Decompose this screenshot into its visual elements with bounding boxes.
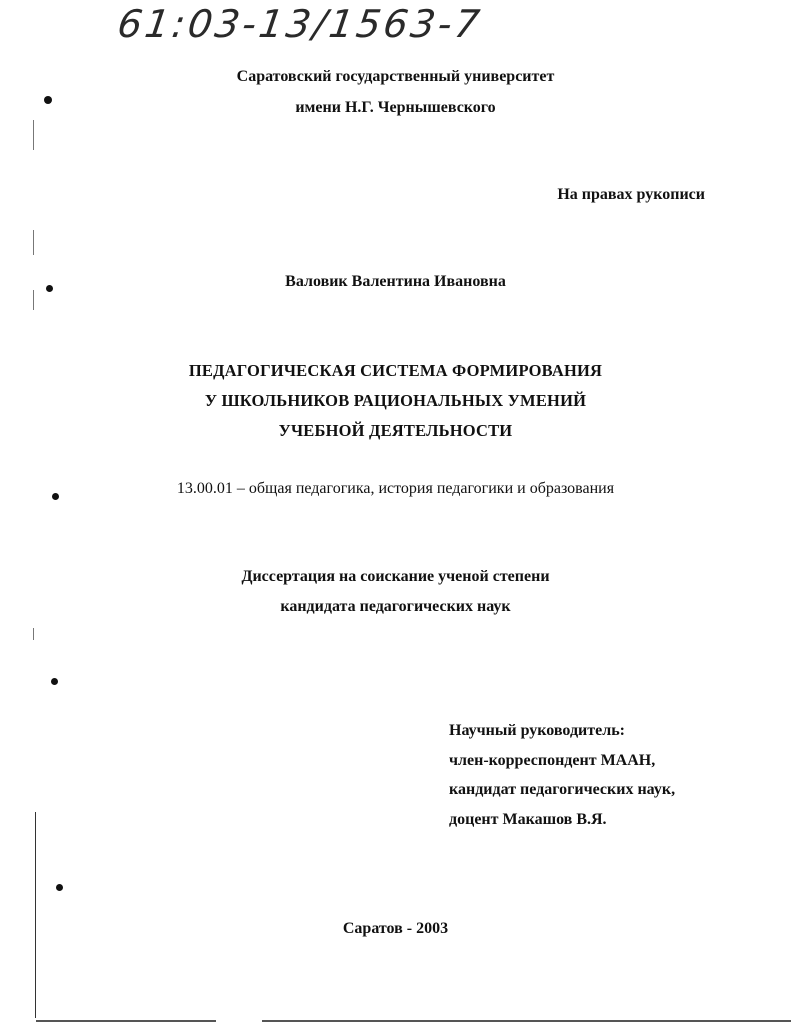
city-year: Саратов - 2003 — [342, 920, 449, 937]
dissertation-degree-line-2: кандидата педагогических наук — [280, 598, 511, 615]
author-name: Валовик Валентина Ивановна — [285, 273, 506, 290]
supervisor-title-2: кандидат педагогических наук, — [449, 781, 676, 798]
binder-hole-mark — [51, 678, 58, 685]
binder-hole-mark — [56, 884, 63, 891]
supervisor-block — [449, 716, 675, 834]
title-line-1: ПЕДАГОГИЧЕСКАЯ СИСТЕМА ФОРМИРОВАНИЯ — [188, 361, 603, 380]
supervisor-name: доцент Макашов В.Я. — [449, 810, 607, 828]
rights-note: На правах рукописи — [557, 186, 705, 203]
scan-edge-line — [35, 812, 36, 1018]
binder-hole-mark — [44, 96, 52, 104]
binder-hole-mark — [52, 493, 59, 500]
supervisor-heading: Научный руководитель: — [449, 722, 625, 739]
scan-edge-line — [33, 120, 34, 150]
specialty-code: 13.00.01 – общая педагогика, история педагогики и образования — [176, 480, 615, 497]
title-line-2: У ШКОЛЬНИКОВ РАЦИОНАЛЬНЫХ УМЕНИЙ — [204, 391, 587, 410]
dissertation-degree-line-1: Диссертация на соискание ученой степени — [241, 568, 550, 585]
scan-edge-line — [33, 230, 34, 255]
title-line-3: УЧЕБНОЙ ДЕЯТЕЛЬНОСТИ — [278, 421, 513, 440]
scan-edge-line — [33, 628, 34, 640]
binder-hole-mark — [46, 285, 53, 292]
university-named-after: имени Н.Г. Чернышевского — [295, 99, 496, 116]
scan-bottom-line — [36, 1020, 216, 1022]
supervisor-title-1: член-корреспондент МААН, — [449, 751, 656, 769]
scan-bottom-line — [262, 1020, 791, 1022]
scan-edge-line — [33, 290, 34, 310]
university-name: Саратовский государственный университет — [236, 68, 555, 85]
handwritten-catalog-number: 61:03-13/1563-7 — [114, 2, 486, 46]
